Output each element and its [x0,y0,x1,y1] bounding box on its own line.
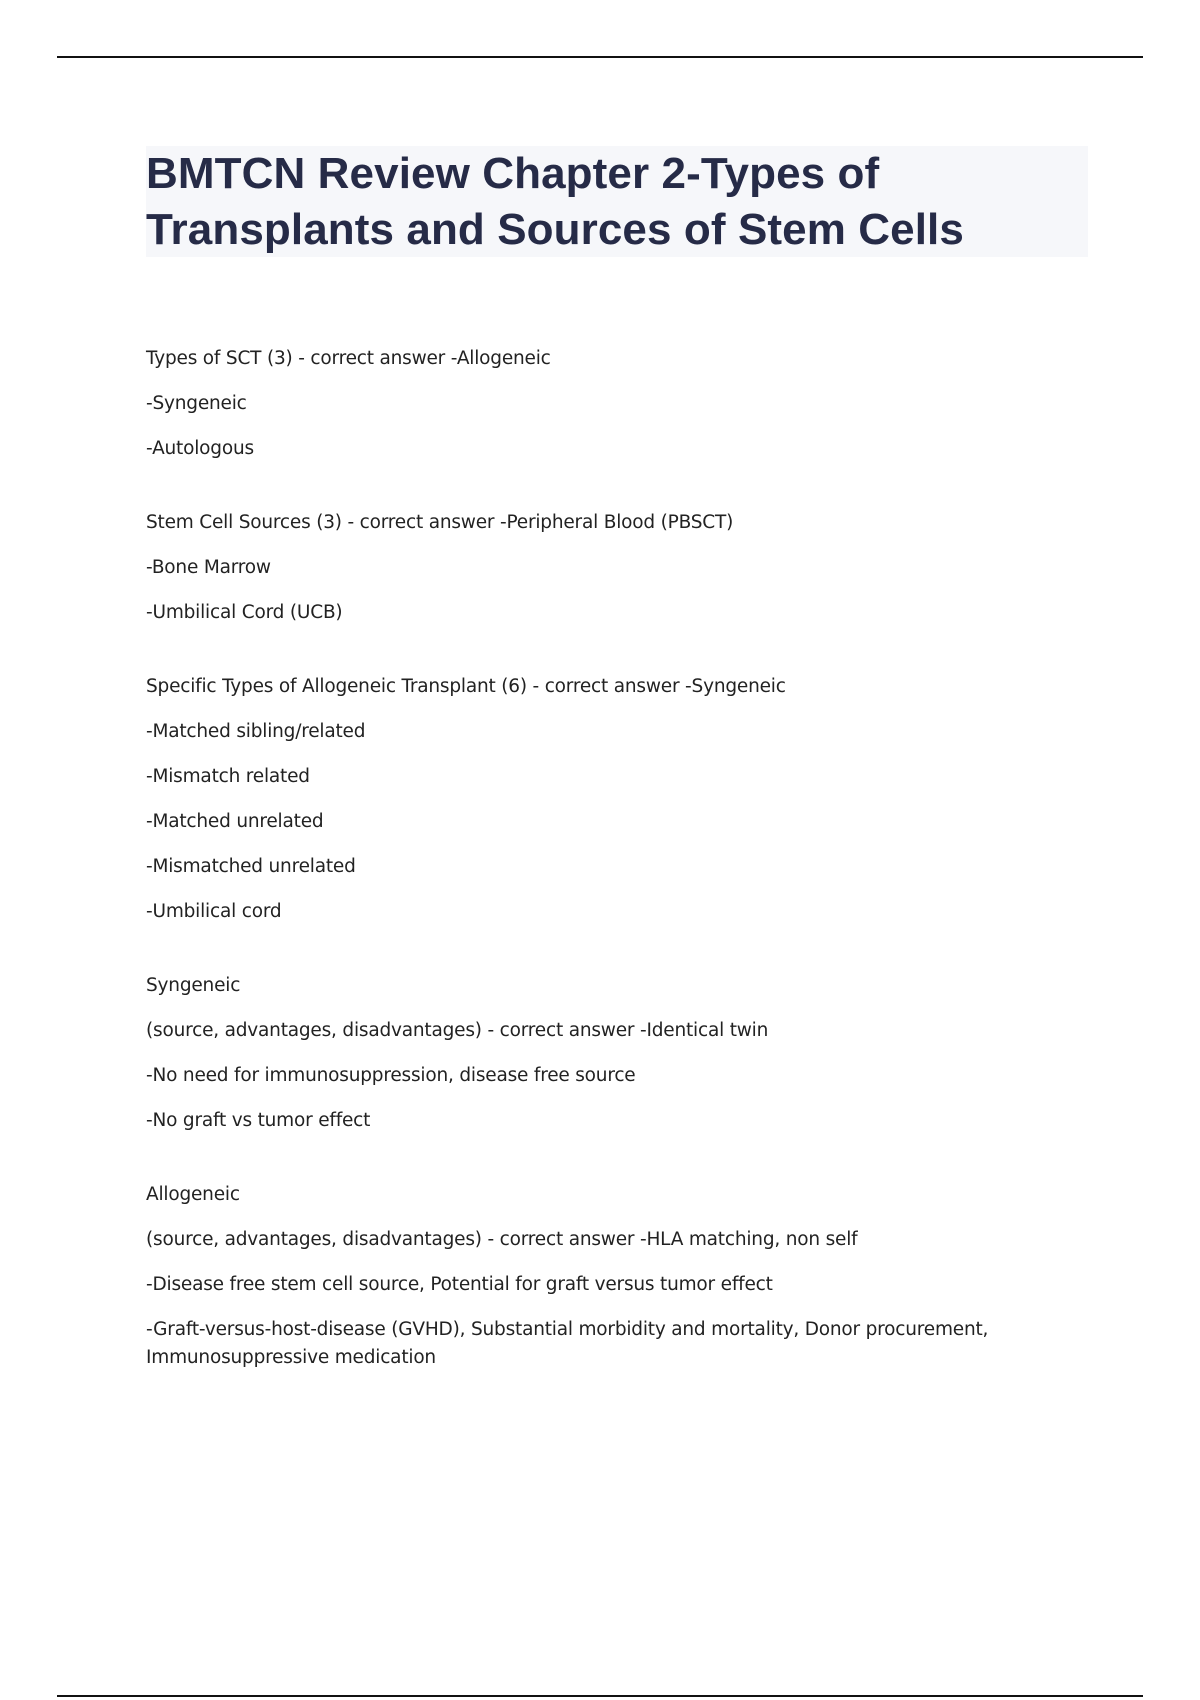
page-title: BMTCN Review Chapter 2-Types of Transplants and Sources of Stem Cells [146,149,964,254]
card-line: -Autologous [146,438,254,459]
card-line: (source, advantages, disadvantages) - correct answer -HLA matching, non self [146,1229,858,1250]
card-line: Specific Types of Allogeneic Transplant (6) - correct answer -Syngeneic [146,676,786,697]
card-line: -Matched unrelated [146,811,324,832]
card-line: -Disease free stem cell source, Potential for graft versus tumor effect [146,1274,773,1295]
bottom-rule [57,1695,1143,1697]
card-line: -Umbilical cord [146,901,282,922]
card-line: -Syngeneic [146,393,247,414]
card-line: -Bone Marrow [146,557,271,578]
flashcard-list [146,345,1106,1418]
card-line: -Umbilical Cord (UCB) [146,602,343,623]
card-line: -No need for immunosuppression, disease free source [146,1065,636,1086]
flashcard-allogeneic-types [146,673,1106,926]
top-rule [57,56,1143,58]
flashcard-types-of-sct [146,345,1106,463]
card-line: -Matched sibling/related [146,721,366,742]
title-block [146,146,1088,257]
card-line: -Mismatched unrelated [146,856,356,877]
flashcard-allogeneic [146,1181,1106,1372]
card-line: Syngeneic [146,975,241,996]
card-line: -Mismatch related [146,766,310,787]
flashcard-syngeneic [146,972,1106,1135]
card-line: -No graft vs tumor effect [146,1110,371,1131]
card-line: Types of SCT (3) - correct answer -Allogeneic [146,348,551,369]
flashcard-stem-cell-sources [146,509,1106,627]
card-line: Allogeneic [146,1184,240,1205]
card-line: (source, advantages, disadvantages) - correct answer -Identical twin [146,1020,769,1041]
card-line: -Graft-versus-host-disease (GVHD), Substantial morbidity and mortality, Donor procurement, Immunosuppressive medication [146,1319,989,1368]
card-line: Stem Cell Sources (3) - correct answer -Peripheral Blood (PBSCT) [146,512,734,533]
